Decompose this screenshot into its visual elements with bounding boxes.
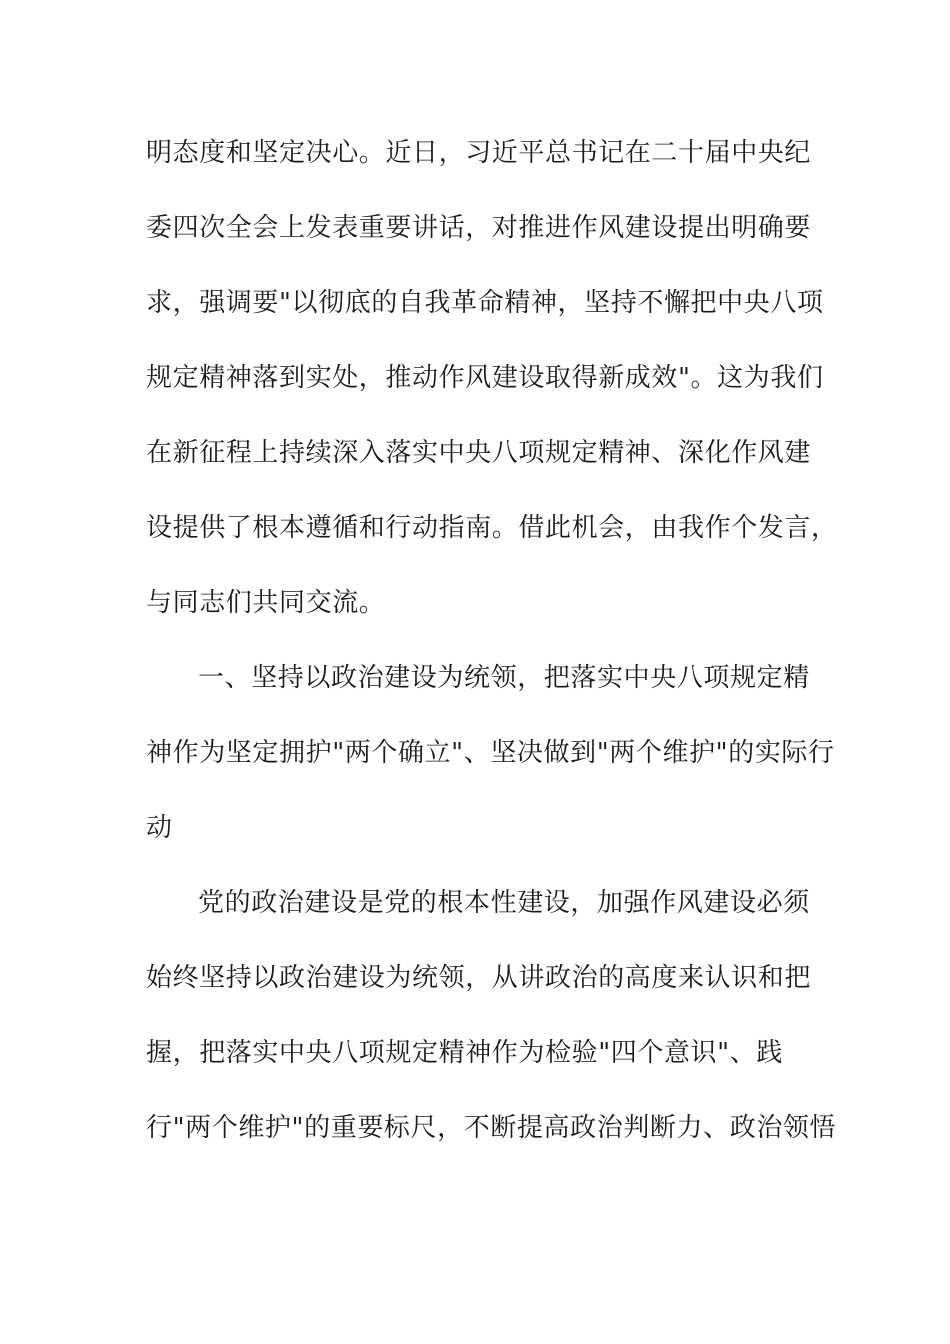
- paragraph-line: 委四次全会上发表重要讲话，对推进作风建设提出明确要: [146, 213, 812, 243]
- paragraph-line: 行"两个维护"的重要标尺，不断提高政治判断力、政治领悟: [146, 1113, 837, 1143]
- paragraph-line: 握，把落实中央八项规定精神作为检验"四个意识"、践: [146, 1038, 783, 1068]
- paragraph-line: 始终坚持以政治建设为统领，从讲政治的高度来认识和把: [146, 963, 812, 993]
- section-heading-line: 神作为坚定拥护"两个确立"、坚决做到"两个维护"的实际行: [146, 738, 835, 768]
- paragraph-line: 在新征程上持续深入落实中央八项规定精神、深化作风建: [146, 438, 812, 468]
- paragraph-line: 规定精神落到实处，推动作风建设取得新成效"。这为我们: [146, 363, 824, 393]
- paragraph-line: 求，强调要"以彻底的自我革命精神，坚持不懈把中央八项: [146, 288, 824, 318]
- section-heading-line: 动: [146, 813, 173, 843]
- paragraph-line: 党的政治建设是党的根本性建设，加强作风建设必须: [198, 888, 810, 918]
- section-heading-line: 一、坚持以政治建设为统领，把落实中央八项规定精: [198, 663, 810, 693]
- paragraph-line: 明态度和坚定决心。近日，习近平总书记在二十届中央纪: [146, 138, 812, 168]
- paragraph-line: 与同志们共同交流。: [146, 588, 386, 618]
- paragraph-line: 设提供了根本遵循和行动指南。借此机会，由我作个发言，: [146, 513, 838, 543]
